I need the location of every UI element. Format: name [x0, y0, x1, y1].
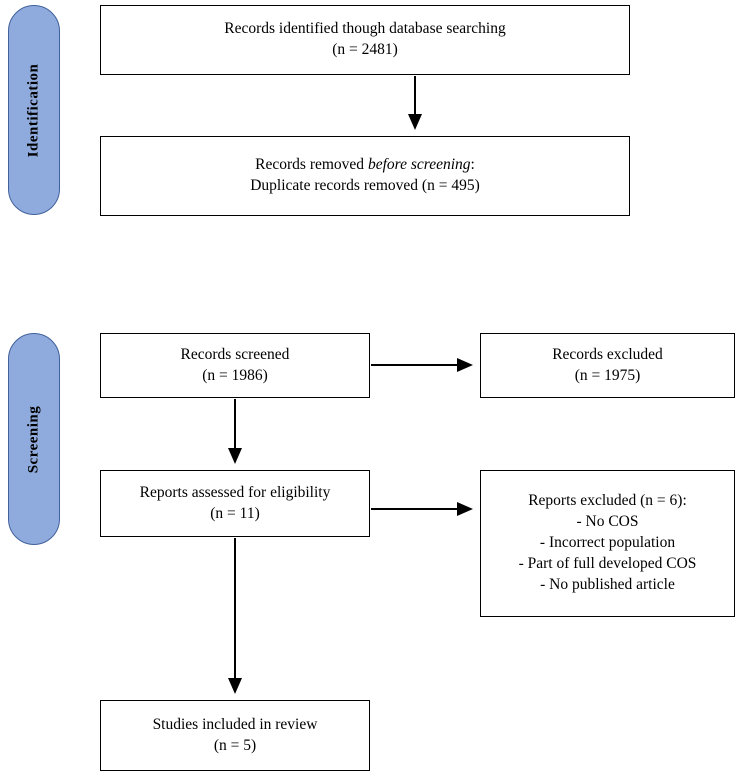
box-records-screened-line1: Records screened [180, 345, 290, 363]
box-reports-excluded-item: - Part of full developed COS [518, 554, 697, 572]
records-removed-italic: before screening [367, 156, 471, 174]
box-studies-included-count: (n = 5) [213, 736, 257, 754]
box-records-screened [100, 333, 370, 398]
box-studies-included-line1: Studies included in review [152, 715, 318, 733]
box-reports-excluded-item: - Incorrect population [539, 534, 676, 552]
stage-pill-screening [8, 333, 60, 545]
box-reports-assessed [100, 470, 370, 537]
box-records-removed-line1 [255, 155, 475, 176]
box-records-excluded-line1: Records excluded [552, 345, 663, 363]
box-reports-excluded [480, 470, 735, 617]
box-records-screened-count: (n = 1986) [202, 366, 268, 384]
box-studies-included [100, 700, 370, 771]
box-reports-assessed-line1: Reports assessed for eligibility [139, 483, 331, 501]
box-records-excluded [480, 333, 735, 398]
box-reports-assessed-count: (n = 11) [210, 504, 260, 522]
records-removed-prefix: Records removed [255, 156, 368, 174]
stage-label-identification: Identification [25, 63, 42, 157]
stage-label-screening: Screening [25, 405, 42, 473]
box-reports-excluded-item: - No COS [576, 513, 639, 531]
box-records-removed-line2: Duplicate records removed (n = 495) [250, 177, 480, 194]
box-reports-excluded-title: Reports excluded (n = 6): [528, 492, 687, 510]
box-records-excluded-count: (n = 1975) [574, 366, 641, 384]
stage-pill-identification [8, 5, 60, 215]
box-records-identified-count: (n = 2481) [332, 41, 398, 58]
records-removed-suffix: : [470, 156, 475, 174]
box-records-removed [100, 136, 630, 216]
box-records-identified-line1: Records identified though database searching [224, 20, 506, 38]
box-records-identified [100, 5, 630, 75]
box-reports-excluded-item: - No published article [540, 575, 675, 593]
